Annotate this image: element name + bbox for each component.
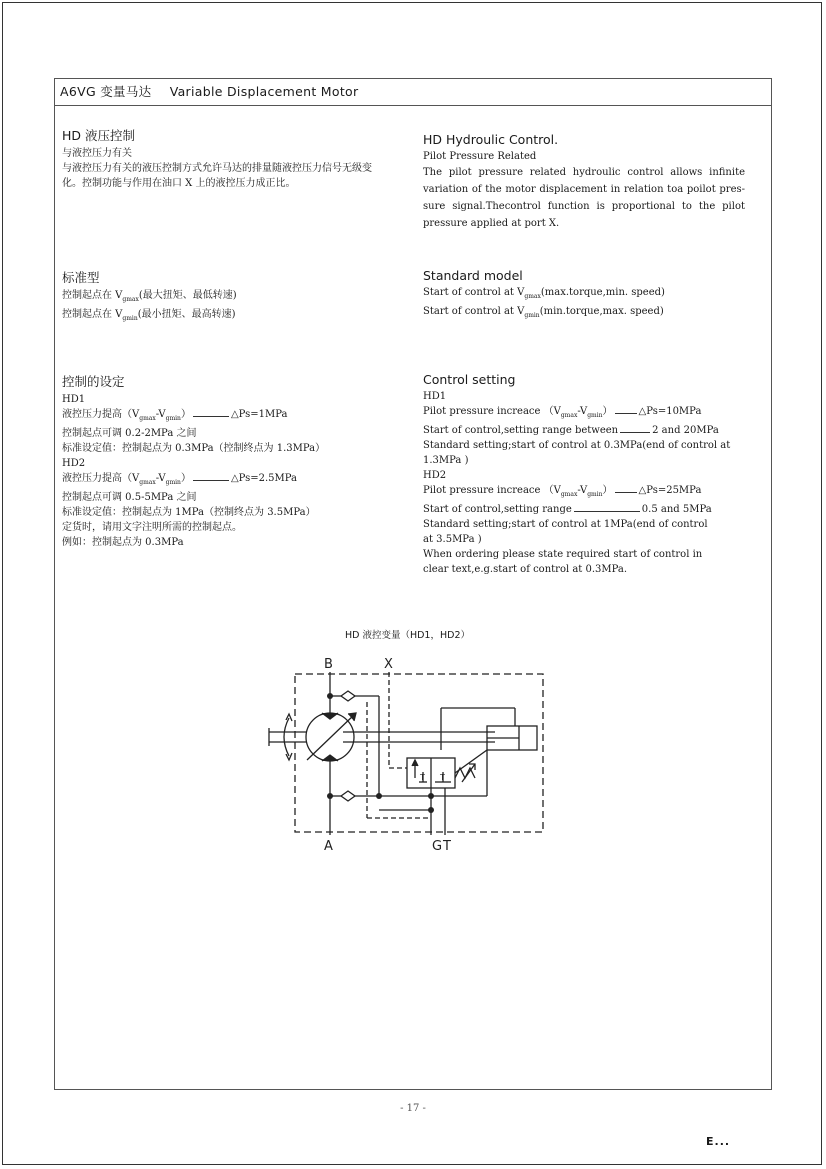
header-title-en: Variable Displacement Motor [169,84,359,99]
hd2-zh-line: 定货时，请用文字注明所需的控制起点。 [62,522,242,533]
control-setting-en [423,372,753,577]
hd2-label-en: HD2 [423,470,447,481]
hd2-zh-line: 标准设定值：控制起点为 1MPa（控制终点为 3.5MPa） [62,507,316,518]
standard-zh-line-2: 控制起点在 $V_{gmin}$(最小扭矩、最高转速) [62,309,236,322]
standard-title-en: Standard model [423,268,523,283]
hd2-en-line: Standard setting;start of control at 1MPa(end of control [423,519,708,530]
hd-title-zh: HD 液压控制 [62,128,135,143]
hd2-zh-line: 控制起点可调 0.5-5MPa 之间 [62,492,197,503]
standard-section-en [423,268,745,323]
port-b-label: B [324,657,333,672]
spring [455,768,475,778]
header-code: A6VG [60,84,96,99]
standard-title-zh: 标准型 [62,270,100,285]
hd1-pressure-en: Pilot pressure increace $(V_{gmax}-V_{gmin})$ △Ps=10MPa [423,406,702,419]
rotation-arrow [284,718,289,756]
port-t-label: T [443,839,451,854]
hd1-zh-line: 标准设定值：控制起点为 0.3MPa（控制终点为 1.3MPa） [62,443,326,454]
check-valve [341,791,355,801]
hd1-label-en: HD1 [423,391,447,402]
hd-section-zh [62,126,412,191]
hd-en-subtitle: Pilot Pressure Related [423,151,537,162]
hd-zh-line: 化。控制功能与作用在油口 X 上的液控压力成正比。 [62,178,296,189]
port-x-label: X [384,657,393,672]
standard-zh-line-1: 控制起点在 $V_{gmax}$(最大扭矩、最低转速) [62,290,237,303]
standard-en-line-1: Start of control at $V_{gmax}(\max.torque,\min$. speed) [423,287,665,300]
standard-en-line-2: Start of control at $V_{gmin}(\min.torque,\max$. speed) [423,306,664,319]
check-valve [341,691,355,701]
hd-zh-line: 与液控压力有关 [62,148,132,159]
hd2-pressure-en: Pilot pressure increace $(V_{gmax}-V_{gmin})$ △Ps=25MPa [423,485,702,498]
hd1-label-zh: HD1 [62,394,86,405]
hd2-zh-line: 例如：控制起点为 0.3MPa [62,537,184,548]
hd2-label-zh: HD2 [62,458,86,469]
hd1-en-line: 1.3MPa ) [423,455,469,466]
hydraulic-circuit-diagram [255,650,565,860]
control-setting-zh [62,372,412,550]
diagram-title: HD 液控变量（HD1，HD2） [345,630,470,641]
page-header [54,78,772,106]
control-setting-title-zh: 控制的设定 [62,374,125,389]
hd2-en-line: When ordering please state required start of control in [423,549,703,560]
standard-section-zh [62,268,402,326]
port-g-label: G [432,839,443,854]
footer-mark: E... [706,1135,731,1148]
control-setting-title-en: Control setting [423,372,516,387]
hd2-en-line: clear text,e.g.start of control at 0.3MPa. [423,564,628,575]
valve-symbol-t: T [420,773,425,782]
hd2-range-en: Start of control,setting range 0.5 and 5MPa [423,504,712,515]
hd-zh-line: 与液控压力有关的液压控制方式允许马达的排量随液控压力信号无级变 [62,163,372,174]
hd1-en-line: Standard setting;start of control at 0.3MPa(end of control at [423,440,731,451]
hd1-range-en: Start of control,setting range between 2 and 20MPa [423,425,719,436]
hd1-zh-line: 控制起点可调 0.2-2MPa 之间 [62,428,197,439]
hd-section-en [423,132,745,232]
valve-symbol-t: T [440,773,445,782]
header-title-zh: 变量马达 [100,84,152,99]
hd2-pressure-zh: 液控压力提高$(V_{gmax}-V_{gmin})$ △Ps=2.5MPa [62,473,297,486]
page-number: - 17 - [400,1103,426,1114]
hd-title-en: HD Hydroulic Control. [423,132,559,147]
hd-en-paragraph: The pilot pressure related hydroulic control allows infinite variation of the motor displacement in relation toa poilot pres-sure signal.Thecontrol function is proportional to the pilot pressure applied at port X. [423,167,745,229]
hd1-pressure-zh: 液控压力提高$(V_{gmax}-V_{gmin})$ △Ps=1MPa [62,409,288,422]
port-a-label: A [324,839,333,854]
hd2-en-line: at 3.5MPa ) [423,534,482,545]
